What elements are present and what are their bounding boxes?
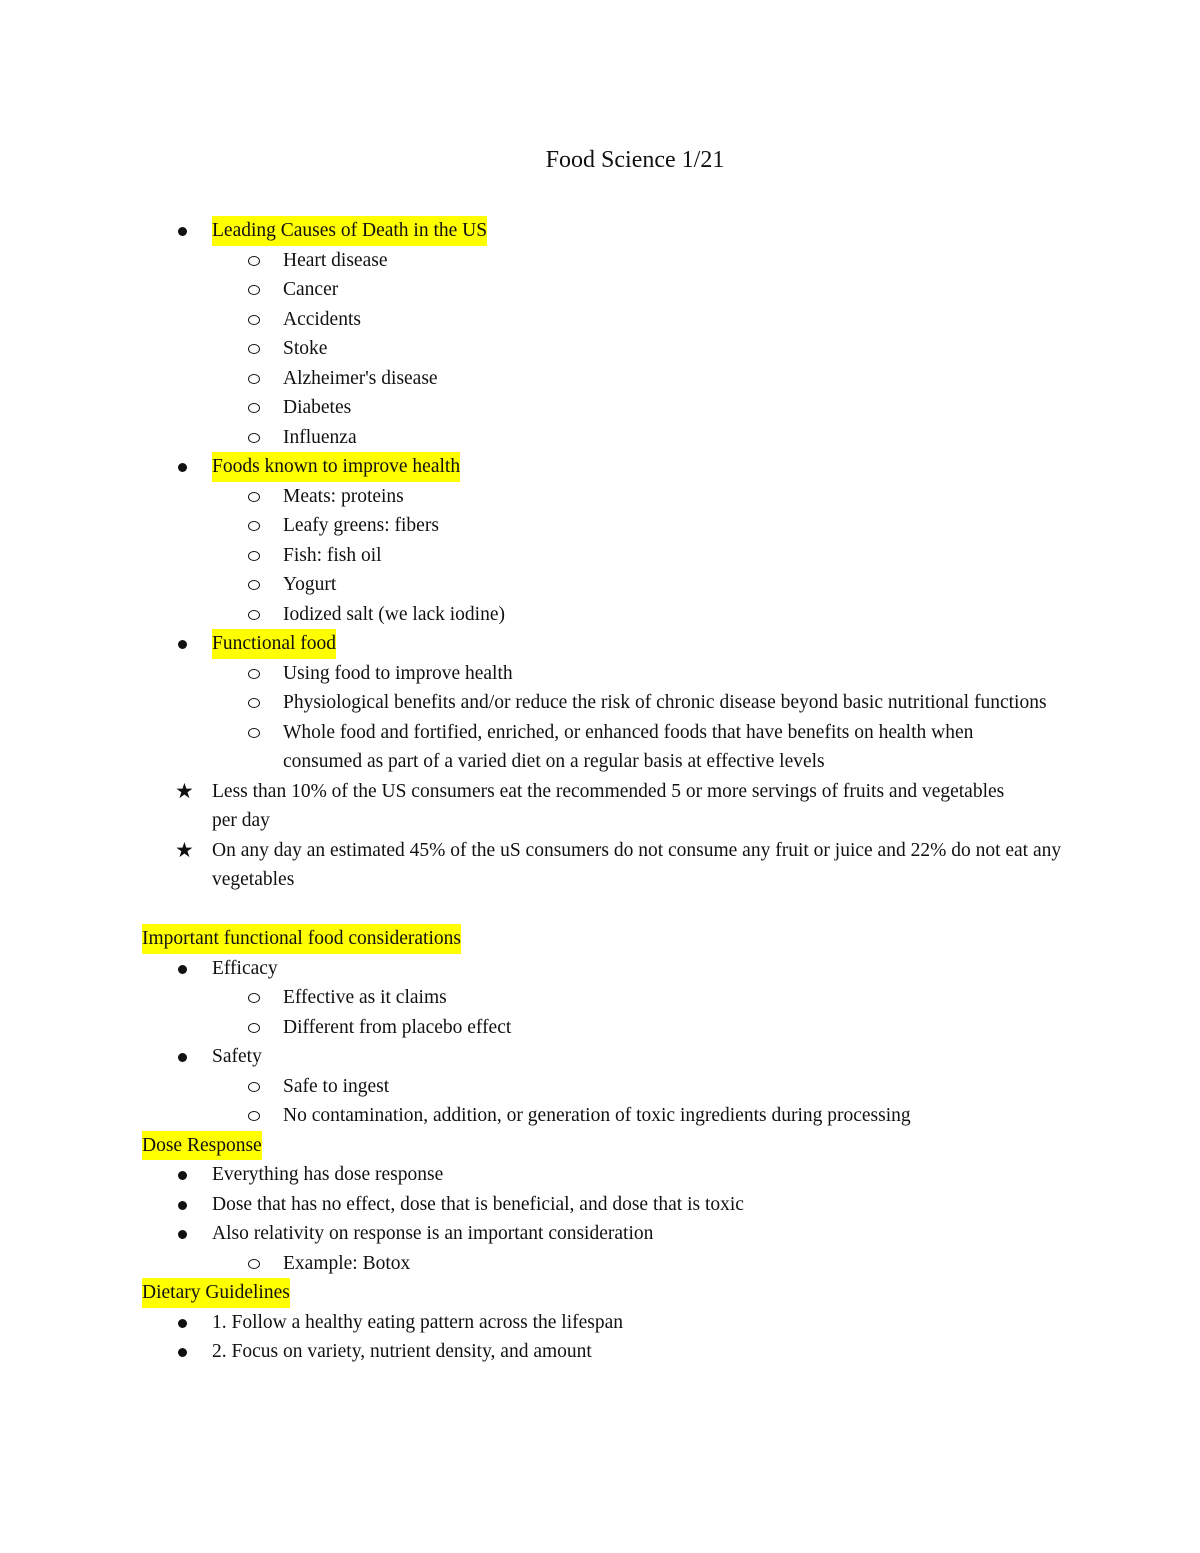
list-item: Influenza xyxy=(0,423,1200,453)
bullet-circle-icon xyxy=(248,1023,260,1033)
star-icon: ★ xyxy=(175,837,194,862)
bullet-circle-icon xyxy=(248,1082,260,1092)
section-heading-considerations: Important functional food considerations xyxy=(142,924,461,954)
section-heading-dose: Dose Response xyxy=(142,1131,262,1161)
bullet-circle-icon xyxy=(248,728,260,738)
list-item: Accidents xyxy=(0,305,1200,335)
bullet-dot-icon xyxy=(178,965,187,974)
bullet-circle-icon xyxy=(248,551,260,561)
list-item: Yogurt xyxy=(0,570,1200,600)
list-item: Also relativity on response is an important consideration xyxy=(0,1219,1200,1249)
list-item: Dose that has no effect, dose that is beneficial, and dose that is toxic xyxy=(0,1190,1200,1220)
list-item: 2. Focus on variety, nutrient density, and amount xyxy=(0,1337,1200,1367)
list-item: Fish: fish oil xyxy=(0,541,1200,571)
list-item: Safe to ingest xyxy=(0,1072,1200,1102)
bullet-dot-icon xyxy=(178,227,187,236)
bullet-dot-icon xyxy=(178,1171,187,1180)
section-heading-causes: Leading Causes of Death in the US xyxy=(212,216,487,246)
bullet-dot-icon xyxy=(178,1348,187,1357)
bullet-circle-icon xyxy=(248,610,260,620)
list-item: Stoke xyxy=(0,334,1200,364)
list-item: Using food to improve health xyxy=(0,659,1200,689)
list-item-heading xyxy=(0,629,1200,659)
list-item: Different from placebo effect xyxy=(0,1013,1200,1043)
bullet-circle-icon xyxy=(248,492,260,502)
bullet-circle-icon xyxy=(248,669,260,679)
list-item: Example: Botox xyxy=(0,1249,1200,1279)
list-item: Efficacy xyxy=(0,954,1200,984)
list-item: Meats: proteins xyxy=(0,482,1200,512)
list-item: Whole food and fortified, enriched, or enhanced foods that have benefits on health when consumed as part of a varied diet on a regular basis at effective levels xyxy=(0,718,1200,777)
list-item: Alzheimer's disease xyxy=(0,364,1200,394)
list-item: Diabetes xyxy=(0,393,1200,423)
star-note: ★ On any day an estimated 45% of the uS consumers do not consume any fruit or juice and 22% do not eat any vegetables xyxy=(175,837,1062,890)
bullet-dot-icon xyxy=(178,1201,187,1210)
list-item: Everything has dose response xyxy=(0,1160,1200,1190)
list-item: Physiological benefits and/or reduce the risk of chronic disease beyond basic nutritional functions xyxy=(0,688,1200,718)
bullet-circle-icon xyxy=(248,580,260,590)
bullet-circle-icon xyxy=(248,285,260,295)
section-heading xyxy=(0,1131,1200,1161)
list-item-heading xyxy=(0,452,1200,482)
list-item-heading xyxy=(0,216,1200,246)
section-heading-dietary: Dietary Guidelines xyxy=(142,1278,290,1308)
list-item: Iodized salt (we lack iodine) xyxy=(0,600,1200,630)
star-note: ★ Less than 10% of the US consumers eat the recommended 5 or more servings of fruits and vegetables per day xyxy=(175,778,1005,831)
bullet-circle-icon xyxy=(248,344,260,354)
section-heading-foods: Foods known to improve health xyxy=(212,452,460,482)
bullet-circle-icon xyxy=(248,403,260,413)
bullet-circle-icon xyxy=(248,698,260,708)
bullet-circle-icon xyxy=(248,1111,260,1121)
bullet-dot-icon xyxy=(178,1053,187,1062)
bullet-dot-icon xyxy=(178,1319,187,1328)
list-item: Leafy greens: fibers xyxy=(0,511,1200,541)
bullet-circle-icon xyxy=(248,1259,260,1269)
bullet-circle-icon xyxy=(248,993,260,1003)
bullet-circle-icon xyxy=(248,433,260,443)
bullet-circle-icon xyxy=(248,315,260,325)
bullet-circle-icon xyxy=(248,256,260,266)
bullet-dot-icon xyxy=(178,640,187,649)
bullet-dot-icon xyxy=(178,463,187,472)
list-item: 1. Follow a healthy eating pattern across the lifespan xyxy=(0,1308,1200,1338)
list-item: No contamination, addition, or generation of toxic ingredients during processing xyxy=(0,1101,1200,1131)
list-item: Effective as it claims xyxy=(0,983,1200,1013)
document-body xyxy=(0,216,1200,1367)
bullet-dot-icon xyxy=(178,1230,187,1239)
section-heading xyxy=(0,924,1200,954)
bullet-circle-icon xyxy=(248,521,260,531)
star-icon: ★ xyxy=(175,778,194,803)
list-item: Heart disease xyxy=(0,246,1200,276)
list-item: Safety xyxy=(0,1042,1200,1072)
blank-line xyxy=(0,895,1200,925)
section-heading-functional: Functional food xyxy=(212,629,336,659)
bullet-circle-icon xyxy=(248,374,260,384)
page-title: Food Science 1/21 xyxy=(545,147,725,173)
list-item: Cancer xyxy=(0,275,1200,305)
section-heading xyxy=(0,1278,1200,1308)
